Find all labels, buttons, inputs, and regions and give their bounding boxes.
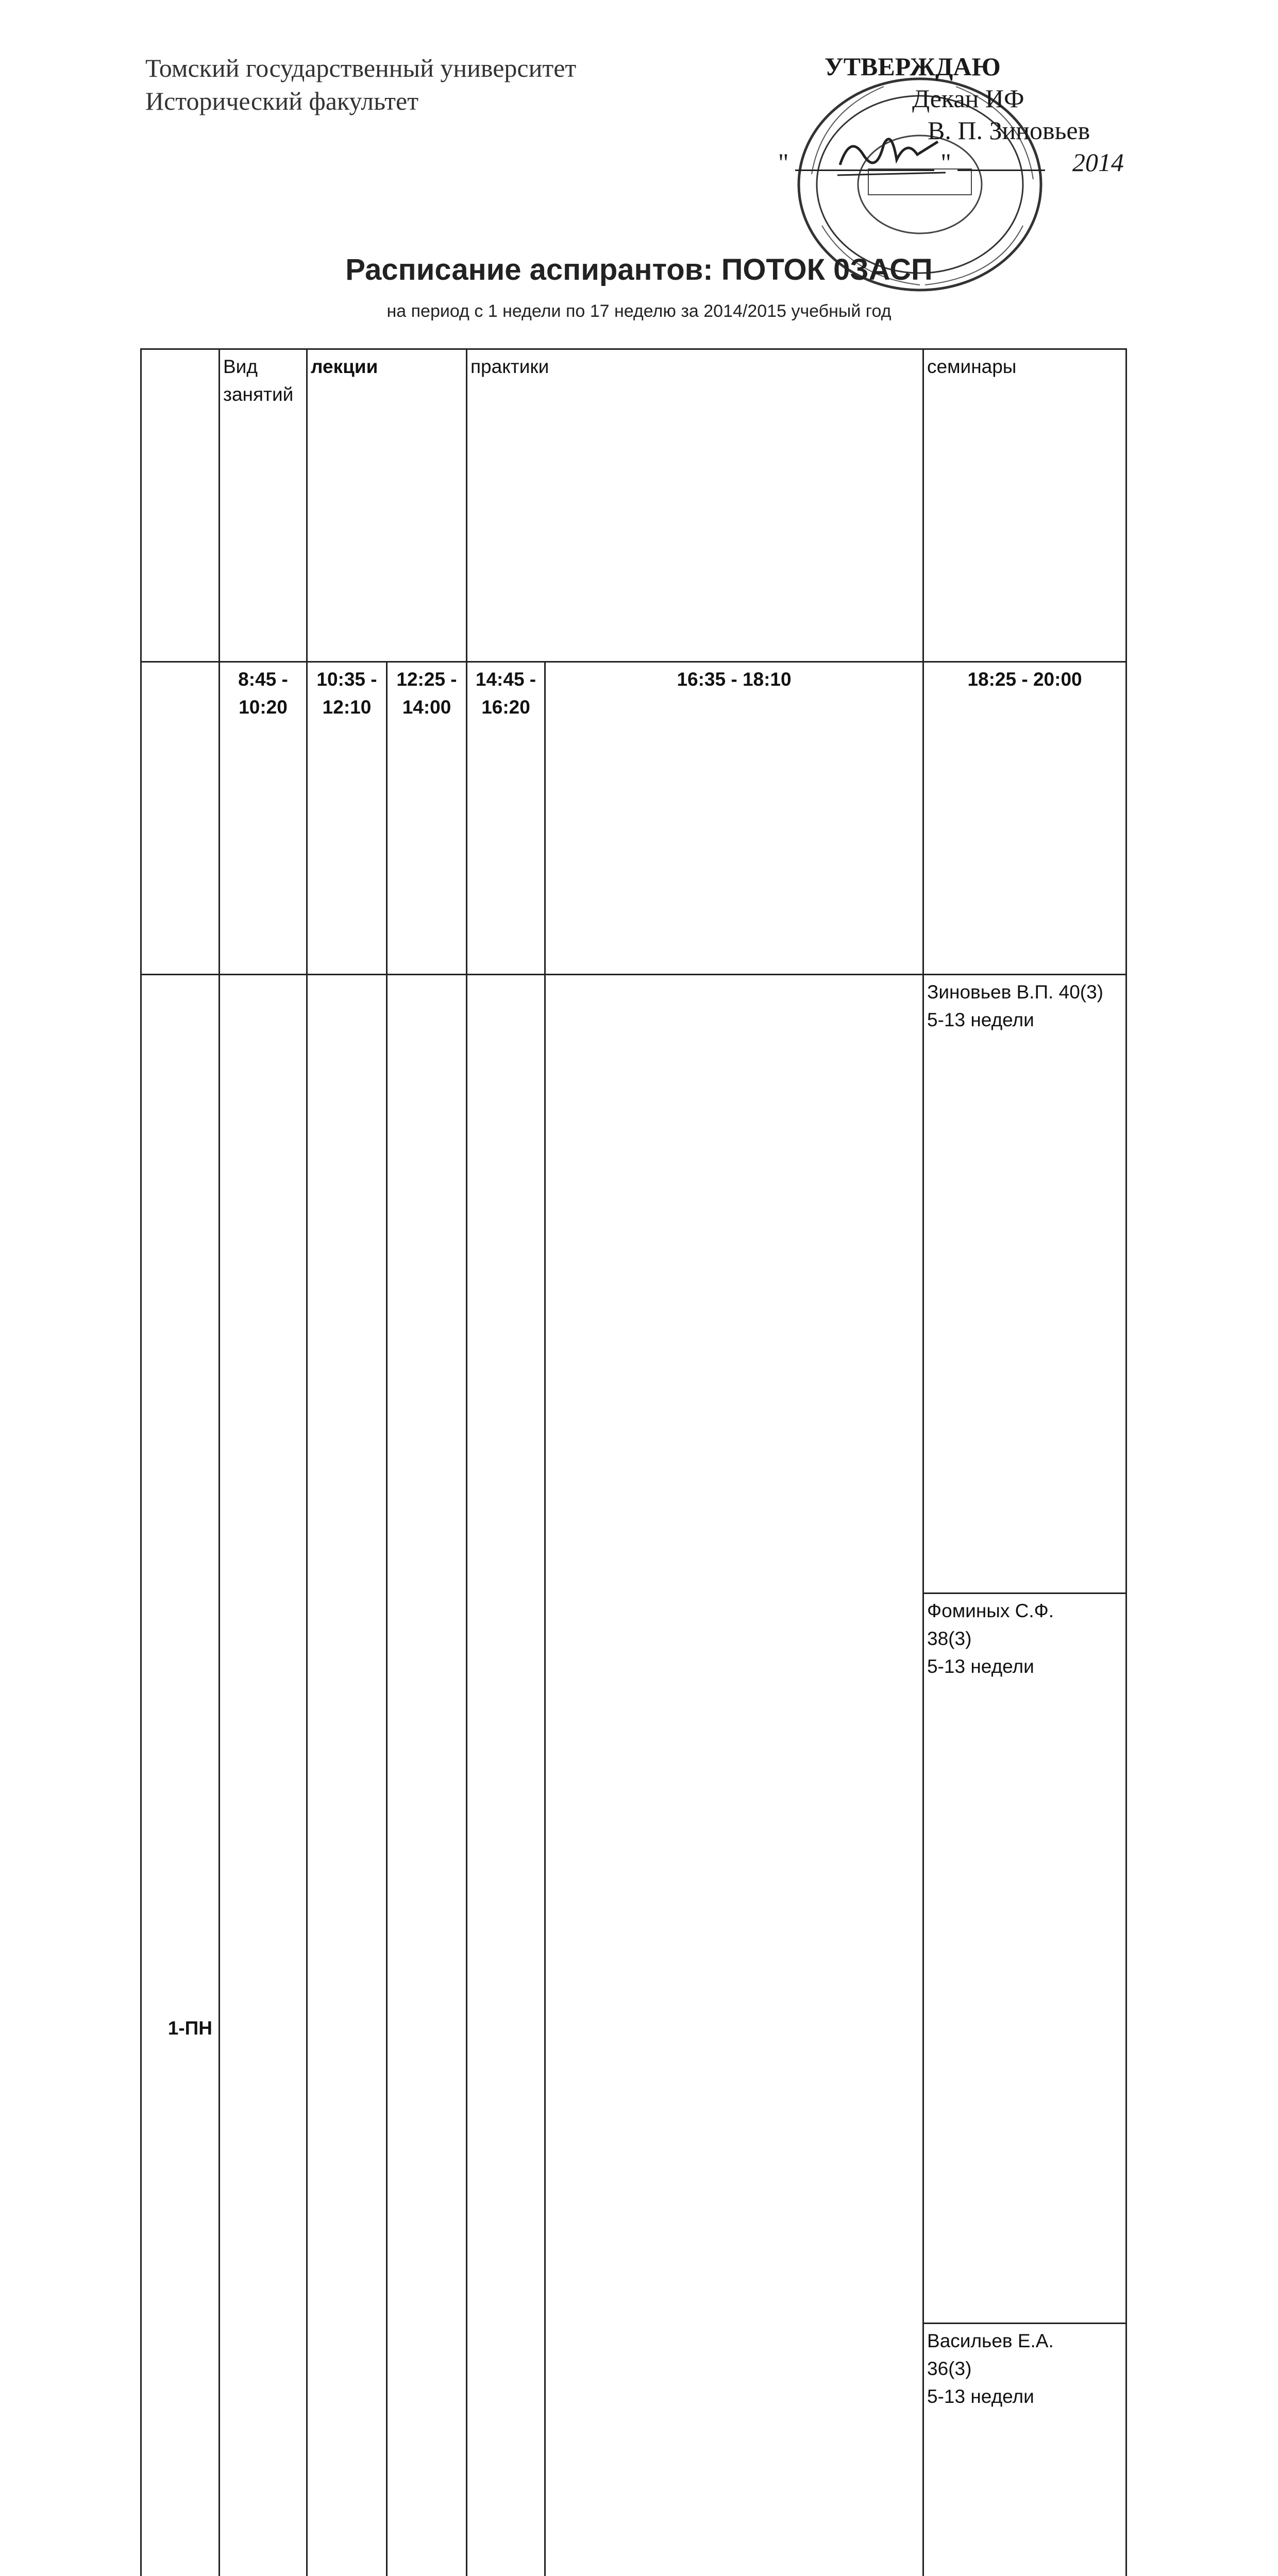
class-cell: Фоминых С.Ф. 38(3) 5-13 недели: [923, 1594, 1126, 2324]
time-slot: 16:35 - 18:10: [545, 662, 923, 975]
approval-block: [825, 50, 1185, 178]
approval-date: [778, 146, 1185, 178]
time-slot: 14:45 - 16:20: [467, 662, 545, 975]
practice-header: практики: [467, 349, 923, 662]
time-slot: 10:35 - 12:10: [307, 662, 387, 975]
seminars-header: семинары: [923, 349, 1126, 662]
university-header: [145, 52, 576, 117]
time-slot: 18:25 - 20:00: [923, 662, 1126, 975]
date-open-quote: ": [778, 148, 788, 177]
time-slots-row: [141, 662, 1126, 975]
time-slot: 12:25 - 14:00: [387, 662, 467, 975]
approval-year: 2014: [1072, 148, 1124, 177]
schedule-table: [140, 348, 1127, 2576]
corner-cell: [141, 662, 220, 975]
table-row: [141, 975, 1126, 1594]
faculty-name: Исторический факультет: [145, 84, 576, 117]
approval-position: Декан ИФ: [912, 82, 1185, 114]
time-slot: 8:45 - 10:20: [220, 662, 307, 975]
date-close-quote: ": [940, 148, 951, 177]
university-name: Томский государственный университет: [145, 52, 576, 84]
approval-signer: В. П. Зиновьев: [928, 114, 1185, 146]
lectures-header: лекции: [307, 349, 467, 662]
class-cell: Зиновьев В.П. 40(3) 5-13 недели: [923, 975, 1126, 1594]
page-title: Расписание аспирантов: ПОТОК 0ЗАСП: [0, 252, 1278, 287]
table-header-row: [141, 349, 1126, 662]
page-subtitle: на период с 1 недели по 17 неделю за 2014/2015 учебный год: [0, 301, 1278, 321]
day-label: 1-ПН: [141, 975, 220, 2576]
class-cell: Васильев Е.А. 36(3) 5-13 недели: [923, 2324, 1126, 2576]
corner-cell: [141, 349, 220, 662]
approval-title: УТВЕРЖДАЮ: [825, 50, 1185, 82]
kind-label: Вид занятий: [220, 349, 307, 662]
